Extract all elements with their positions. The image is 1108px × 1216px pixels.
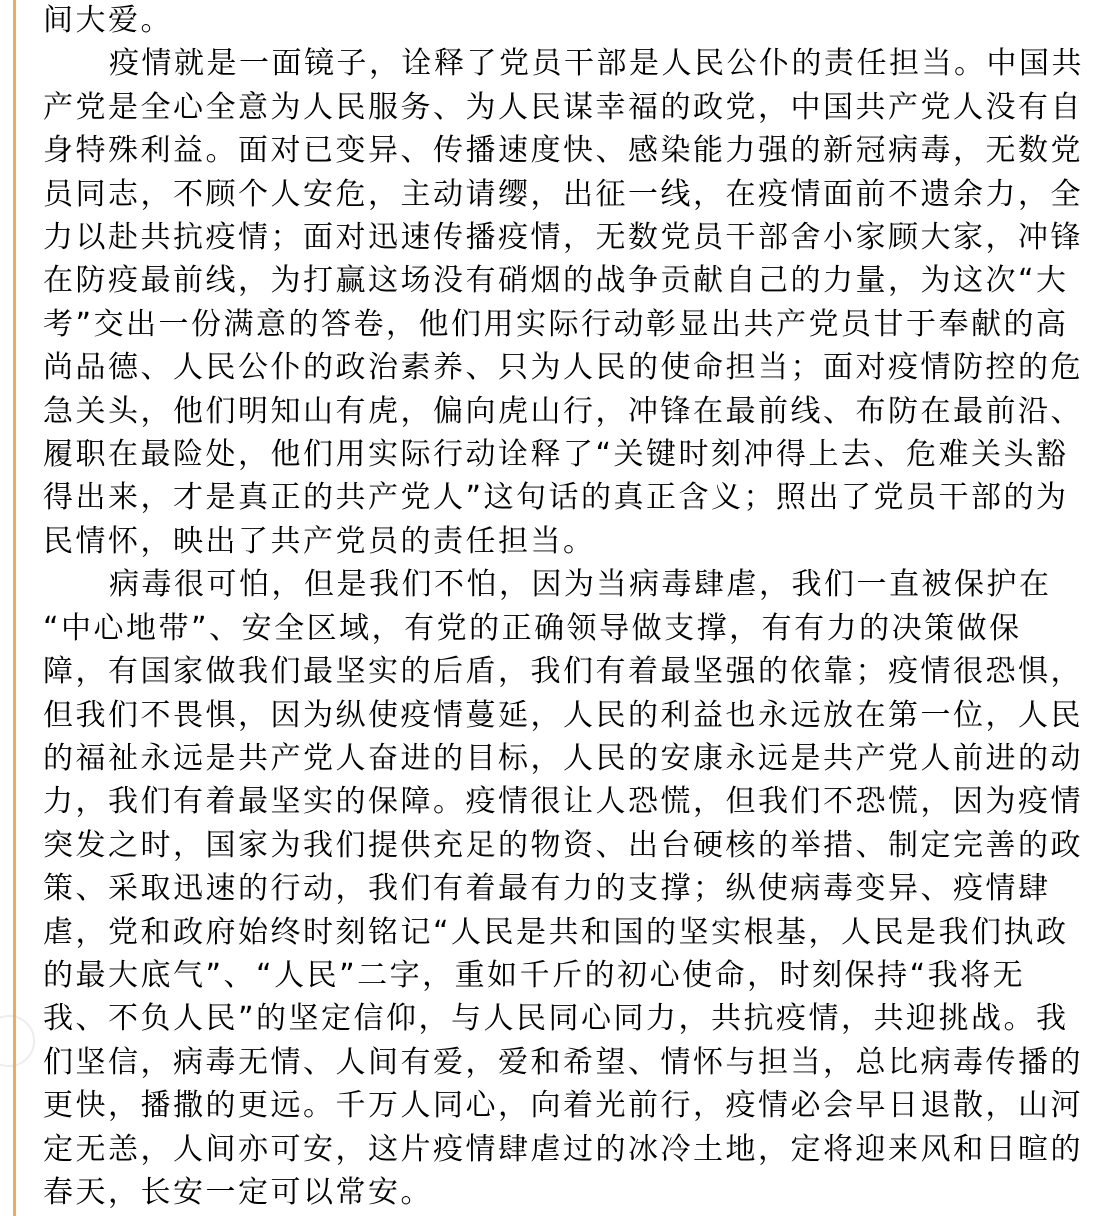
text-line: 员同志，不顾个人安危，主动请缨，出征一线，在疫情面前不遗余力，全 [43, 176, 1083, 212]
text-line: 尚品德、人民公仆的政治素养、只为人民的使命担当；面对疫情防控的危 [43, 350, 1083, 386]
text-line: 力，我们有着最坚实的保障。疫情很让人恐慌，但我们不恐慌，因为疫情 [43, 784, 1083, 820]
text-line: 突发之时，国家为我们提供充足的物资、出台硬核的举措、制定完善的政 [43, 827, 1083, 863]
text-line: “中心地带”、安全区域，有党的正确领导做支撑，有有力的决策做保 [43, 610, 1022, 646]
left-accent-line [13, 0, 16, 1216]
text-line: 的最大底气”、“人民”二字，重如千斤的初心使命，时刻保持“我将无 [43, 957, 1026, 993]
text-line: 虐，党和政府始终时刻铭记“人民是共和国的坚实根基，人民是我们执政 [43, 914, 1069, 950]
decorative-circle [0, 1015, 35, 1067]
text-line: 考”交出一份满意的答卷，他们用实际行动彰显出共产党员甘于奉献的高 [43, 306, 1069, 342]
text-line: 产党是全心全意为人民服务、为人民谋幸福的政党，中国共产党人没有自 [43, 89, 1083, 125]
text-line: 民情怀，映出了共产党员的责任担当。 [43, 523, 596, 559]
text-line: 得出来，才是真正的共产党人”这句话的真正含义；照出了党员干部的为 [43, 480, 1069, 516]
text-line: 春天，长安一定可以常安。 [43, 1174, 433, 1210]
text-line: 更快，播撒的更远。千万人同心，向着光前行，疫情必会早日退散，山河 [43, 1088, 1083, 1124]
text-line: 障，有国家做我们最坚实的后盾，我们有着最坚强的依靠；疫情很恐惧， [43, 654, 1083, 690]
text-line: 策、采取迅速的行动，我们有着最有力的支撑；纵使病毒变异、疫情肆 [43, 871, 1051, 907]
text-line: 身特殊利益。面对已变异、传播速度快、感染能力强的新冠病毒，无数党 [43, 133, 1083, 169]
text-line: 在防疫最前线，为打赢这场没有硝烟的战争贡献自己的力量，为这次“大 [43, 263, 1069, 299]
text-line: 间大爱。 [43, 3, 173, 38]
essay-body [43, 0, 1103, 1214]
text-line: 定无恙，人间亦可安，这片疫情肆虐过的冰冷土地，定将迎来风和日暄的 [43, 1131, 1083, 1167]
text-line: 疫情就是一面镜子，诠释了党员干部是人民公仆的责任担当。中国共 [109, 46, 1084, 82]
text-line: 的福祉永远是共产党人奋进的目标，人民的安康永远是共产党人前进的动 [43, 740, 1083, 776]
text-line: 急关头，他们明知山有虎，偏向虎山行，冲锋在最前线、布防在最前沿、 [43, 393, 1083, 429]
text-line: 病毒很可怕，但是我们不怕，因为当病毒肆虐，我们一直被保护在 [109, 567, 1052, 603]
text-line: 们坚信，病毒无情、人间有爱，爱和希望、情怀与担当，总比病毒传播的 [43, 1044, 1083, 1080]
text-line: 力以赴共抗疫情；面对迅速传播疫情，无数党员干部舍小家顾大家，冲锋 [43, 220, 1083, 256]
text-line: 但我们不畏惧，因为纵使疫情蔓延，人民的利益也永远放在第一位，人民 [43, 697, 1083, 733]
text-line: 我、不负人民”的坚定信仰，与人民同心同力，共抗疫情，共迎挑战。我 [43, 1001, 1069, 1037]
text-line: 履职在最险处，他们用实际行动诠释了“关键时刻冲得上去、危难关头豁 [43, 437, 1069, 473]
